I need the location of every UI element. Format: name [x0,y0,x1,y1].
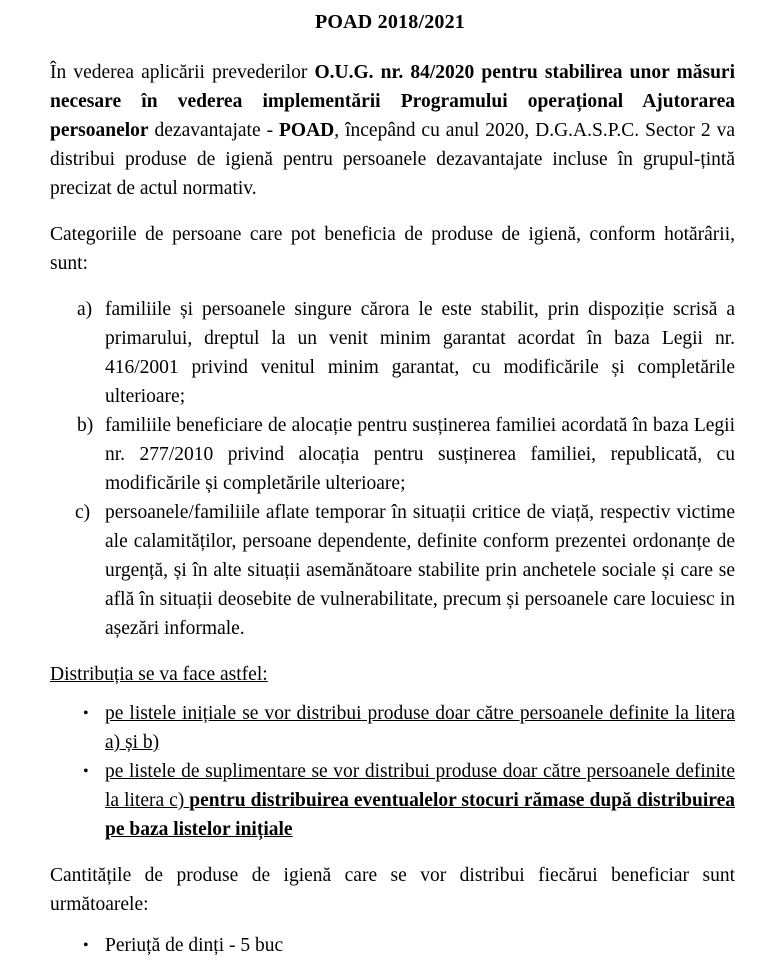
page-title: POAD 2018/2021 [314,11,466,33]
bullet-icon: • [83,705,89,722]
list-marker: c) [75,502,91,523]
bullet-icon: • [83,763,89,780]
distribution-heading-wrap [50,643,735,689]
categories-intro-paragraph: Categoriile de persoane care pot beneficia de produse de igienă, conform hotărârii, sunt: [50,224,735,274]
quantities-intro-paragraph: Cantitățile de produse de igienă care se vor distribui fiecărui beneficiar sunt următoarele: [50,865,735,915]
list-marker: b) [77,415,94,436]
list-item [50,931,735,956]
list-item [50,699,735,757]
list-item-text: familiile și persoanele singure cărora le este stabilit, prin dispoziție scrisă a primarului, dreptul la un venit minim garantat acordat în baza Legii nr. 416/2001 privind venitul minim garantat, cu modificările și completările ulterioare; [105,299,735,407]
list-item-text: familiile beneficiare de alocație pentru susținerea familiei acordată în baza Legii nr. 277/2010 privind alocația pentru susținerea familiei, republicată, cu modificările și completările ulterioare; [105,415,735,494]
document-body [50,58,735,956]
categories-list [50,295,735,643]
bullet-icon: • [83,937,89,954]
list-item-text: pe listele de suplimentare se vor distribui produse doar către persoanele definite la litera c) [105,761,735,811]
list-item [50,498,735,643]
distribution-bullet-list [50,699,735,844]
intro-segment-0: În vederea aplicării prevederilor [50,62,315,83]
intro-segment-2: dezavantajate - [148,120,280,141]
list-item-text: persoanele/familiile aflate temporar în situații critice de viață, respectiv victime ale calamităților, persoane dependente, definite conform prezentei ordonanțe de urgență, și în alte situații asemănătoare stabilite prin anchetele sociale și care se află în situații deosebite de vulnerabilitate, precum și persoanele care locuiesc in așezări informale. [105,502,735,639]
intro-paragraph [50,58,735,203]
list-item-text: Periuță de dinți - 5 buc [105,935,284,956]
quantities-list [50,931,735,956]
list-marker: a) [77,299,93,320]
intro-segment-4: , începând cu anul 2020, D.G.A.S.P.C. Sector 2 va distribui produse de igienă pentru persoanele dezavantajate incluse în grupul-țintă precizat de actul normativ. [50,120,735,199]
list-item [50,757,735,844]
list-item [50,411,735,498]
intro-segment-1: O.U.G. nr. 84/2020 pentru stabilirea unor măsuri necesare în vederea implementării Programului operațional Ajutorarea persoanelor [50,62,735,141]
list-item-text: pe listele inițiale se vor distribui produse doar către persoanele definite la litera a) și b) [105,703,735,753]
list-item [50,295,735,411]
intro-segment-3: POAD [279,120,335,141]
list-item-text-bold: pentru distribuirea eventualelor stocuri rămase după distribuirea pe baza listelor inițiale [105,790,735,840]
distribution-heading: Distribuția se va face astfel: [50,664,268,685]
